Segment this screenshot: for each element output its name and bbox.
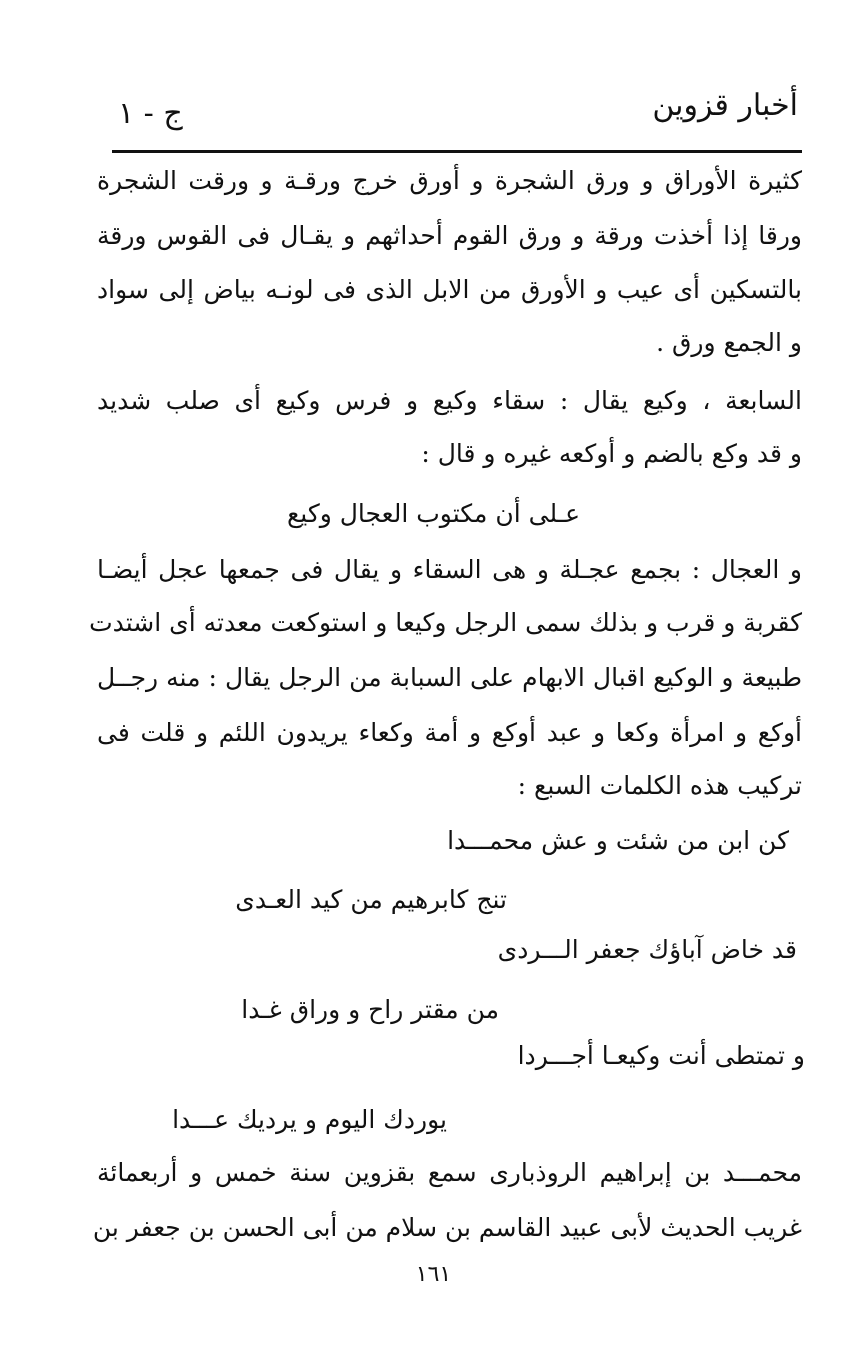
text-line: طبيعة و الوكيع اقبال الابهام على السبابة من الرجل يقال : منه رجــل xyxy=(97,663,802,692)
text-line: السابعة ، وكيع يقال : سقاء وكيع و فرس وكيع أى صلب شديد xyxy=(97,386,802,415)
text-line: تركيب هذه الكلمات السبع : xyxy=(517,771,802,800)
text-line: كقربة و قرب و بذلك سمى الرجل وكيعا و استوكعت معدته أى اشتدت xyxy=(89,608,802,637)
text-line: و الجمع ورق . xyxy=(656,328,802,357)
text-line: و العجال : بجمع عجـلة و هى السقاء و يقال فى جمعها عجل أيضـا xyxy=(97,555,802,584)
poem-verse: تنج كابرهيم من كيد العـدى xyxy=(235,885,507,914)
text-line: غريب الحديث لأبى عبيد القاسم بن سلام من أبى الحسن بن جعفر بن xyxy=(92,1213,802,1242)
poem-verse: و تمتطى أنت وكيعـا أجـــردا xyxy=(517,1041,805,1070)
poem-verse: قد خاض آباؤك جعفر الـــردى xyxy=(497,935,797,964)
text-line: و قد وكع بالضم و أوكعه غيره و قال : xyxy=(421,439,802,468)
book-title: أخبار قزوين xyxy=(652,88,798,123)
poem-verse: من مقتر راح و وراق غـدا xyxy=(241,995,499,1024)
text-line: أوكع و امرأة وكعا و عبد أوكع و أمة وكعاء يريدون اللئم و قلت فى xyxy=(97,718,802,747)
text-line: محمـــد بن إبراهيم الروذبارى سمع بقزوين سنة خمس و أربعمائة xyxy=(97,1158,802,1187)
page-header xyxy=(118,82,798,142)
page-number: ١٦١ xyxy=(415,1262,452,1287)
text-line: ورقا إذا أخذت ورقة و ورق القوم أحداثهم و يقـال فى القوس ورقة xyxy=(97,221,802,250)
poem-verse: كن ابن من شئت و عش محمـــدا xyxy=(447,826,789,855)
header-divider xyxy=(112,150,802,153)
quoted-verse: عـلى أن مكتوب العجال وكيع xyxy=(286,499,580,528)
text-line: بالتسكين أى عيب و الأورق من الابل الذى فى لونـه بياض إلى سواد xyxy=(97,275,802,304)
poem-verse: يوردك اليوم و يرديك عـــدا xyxy=(172,1105,447,1134)
text-line: كثيرة الأوراق و ورق الشجرة و أورق خرج ورقـة و ورقت الشجرة xyxy=(97,166,802,195)
volume-label: ج - ١ xyxy=(118,96,183,131)
